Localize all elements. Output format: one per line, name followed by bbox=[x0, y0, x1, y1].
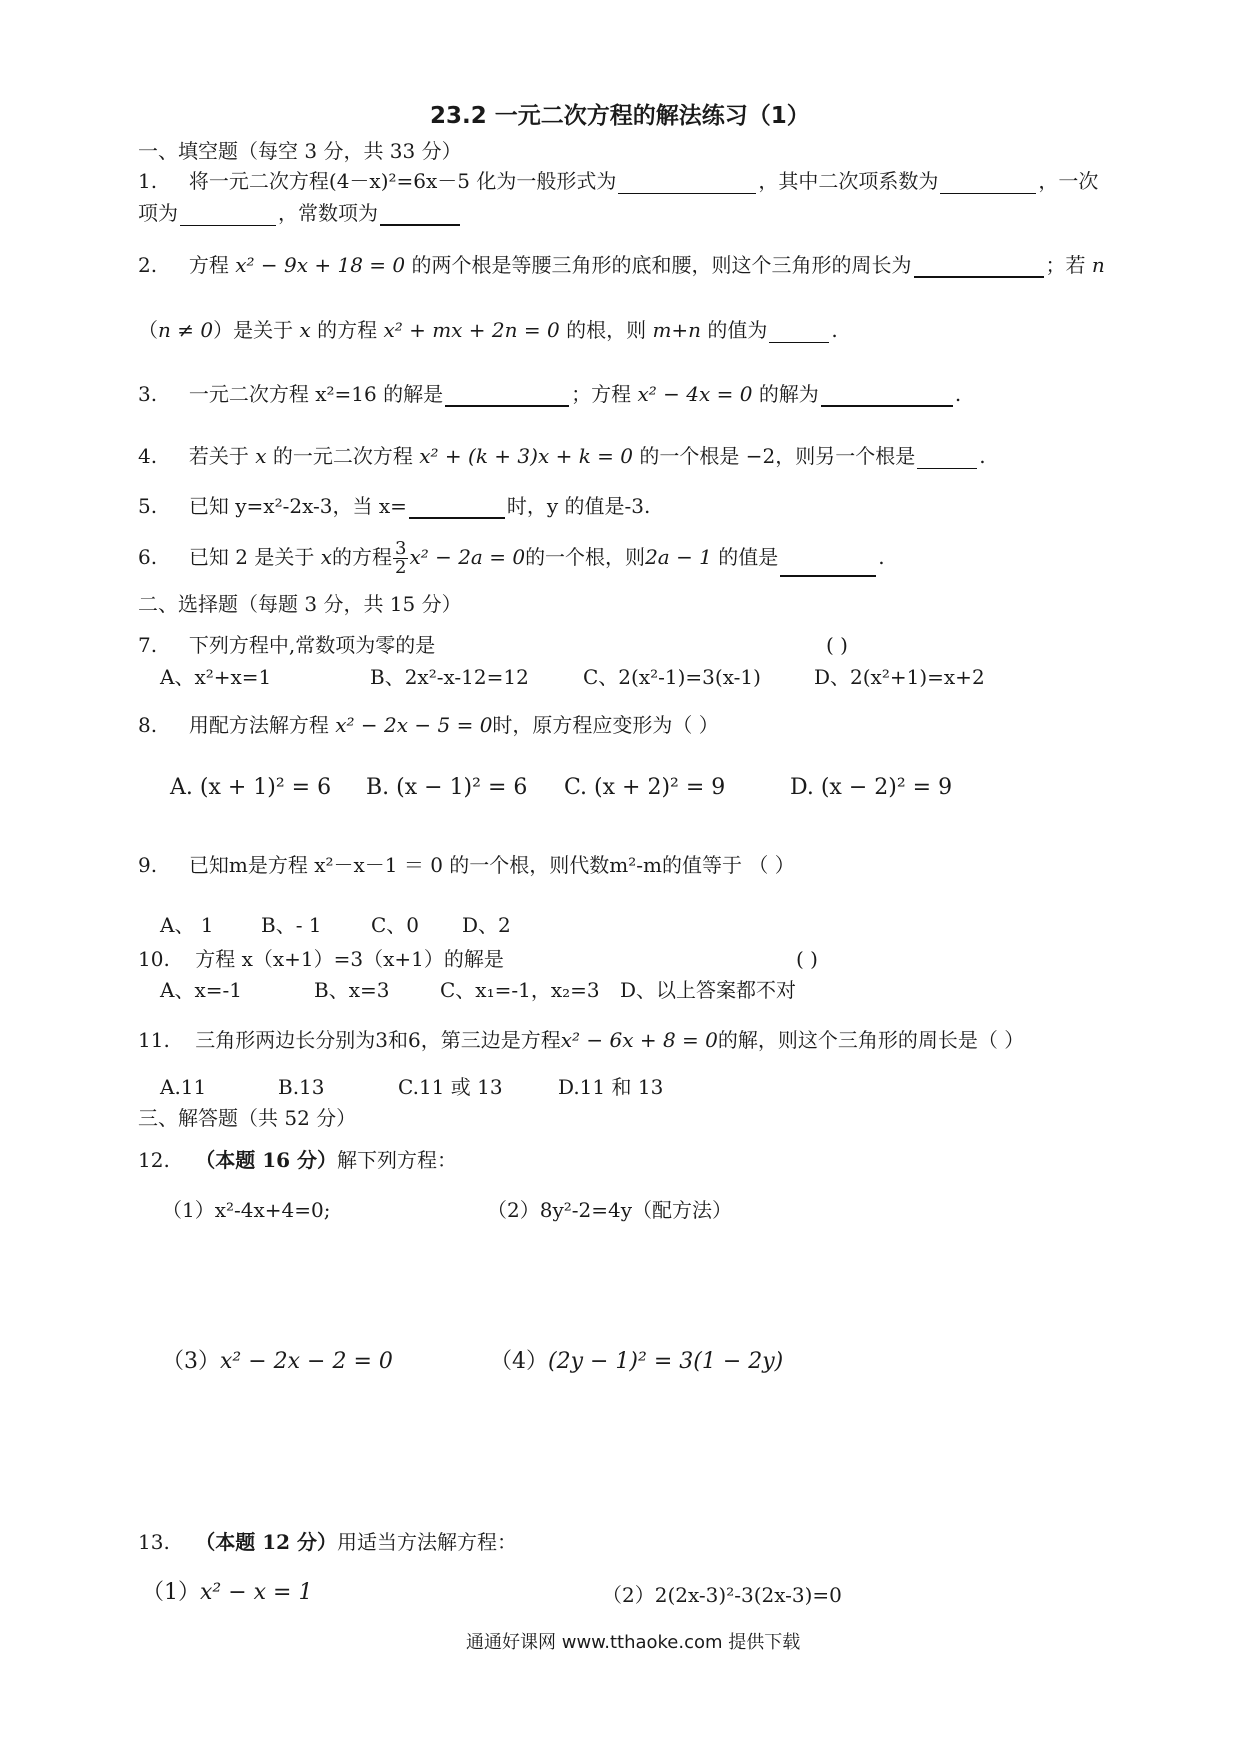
option-b[interactable]: B. (x − 1)² = 6 bbox=[366, 775, 528, 800]
question-number: 11. bbox=[138, 1028, 170, 1052]
equation: x² + (k + 3)x + k = 0 bbox=[419, 444, 634, 468]
section-fill-in: 一、填空题（每空 3 分，共 33 分） bbox=[138, 139, 462, 163]
answer-blank[interactable] bbox=[917, 448, 977, 469]
subquestion-12-4: （4）(2y − 1)² = 3(1 − 2y) bbox=[490, 1349, 784, 1374]
option-c[interactable]: C. (x + 2)² = 9 bbox=[564, 775, 726, 800]
question-number: 2. bbox=[138, 253, 158, 277]
equation: x² − 4x = 0 bbox=[637, 382, 753, 406]
option-c[interactable]: C、2(x²-1)=3(x-1) bbox=[583, 665, 761, 689]
equation: x² − 2x − 2 = 0 bbox=[220, 1349, 393, 1374]
question-9: 9. 已知m是方程 x²－x－1 ＝ 0 的一个根，则代数m²-m的值等于 （ ） bbox=[138, 853, 795, 877]
answer-blank[interactable] bbox=[409, 497, 505, 519]
option-a[interactable]: A. (x + 1)² = 6 bbox=[170, 775, 332, 800]
equation: x² − 2a = 0 bbox=[409, 545, 526, 569]
question-1-line-1: 1. 将一元二次方程(4－x)²=6x－5 化为一般形式为 ，其中二次项系数为 ，一次 bbox=[138, 169, 1099, 193]
answer-blank[interactable] bbox=[445, 385, 569, 407]
answer-blank[interactable] bbox=[769, 322, 829, 343]
option-d[interactable]: D、2 bbox=[462, 913, 511, 937]
subquestion-12-3: （3）x² − 2x − 2 = 0 bbox=[162, 1349, 393, 1374]
option-a[interactable]: A.11 bbox=[160, 1075, 207, 1099]
answer-paren[interactable]: ( ) bbox=[796, 947, 818, 971]
question-4: 4. 若关于 x 的一元二次方程 x² + (k + 3)x + k = 0 的一个根是 −2，则另一个根是 . bbox=[138, 444, 986, 468]
equation: x² + mx + 2n = 0 bbox=[383, 318, 560, 342]
equation: x² − 9x + 18 = 0 bbox=[235, 253, 406, 277]
option-a[interactable]: A、x²+x=1 bbox=[160, 665, 272, 689]
option-b[interactable]: B、x=3 bbox=[314, 978, 390, 1002]
page-title: 23.2 一元二次方程的解法练习（1） bbox=[430, 103, 810, 129]
option-b[interactable]: B.13 bbox=[278, 1075, 325, 1099]
points-label: （本题 12 分） bbox=[195, 1530, 338, 1554]
option-d[interactable]: D、2(x²+1)=x+2 bbox=[814, 665, 985, 689]
answer-blank[interactable] bbox=[618, 173, 756, 194]
answer-blank[interactable] bbox=[940, 173, 1036, 194]
option-d[interactable]: D. (x − 2)² = 9 bbox=[790, 775, 953, 800]
subquestion-13-1: （1）x² − x = 1 bbox=[142, 1580, 313, 1605]
option-c[interactable]: C、0 bbox=[371, 913, 420, 937]
question-2-line-2: （n ≠ 0）是关于 x 的方程 x² + mx + 2n = 0 的根，则 m+n 的值为 . bbox=[138, 318, 838, 342]
equation: (2y − 1)² = 3(1 − 2y) bbox=[548, 1349, 784, 1374]
question-number: 10. bbox=[138, 947, 170, 971]
question-number: 1. bbox=[138, 169, 158, 193]
question-3: 3. 一元二次方程 x²=16 的解是 ；方程 x² − 4x = 0 的解为 . bbox=[138, 382, 962, 406]
question-number: 9. bbox=[138, 853, 158, 877]
question-number: 12. bbox=[138, 1148, 170, 1172]
question-6: 6. 已知 2 是关于 x的方程 $\frac{3}{2}$ x² − 2a = 0的一个根，则2a − 1 的值是 . bbox=[138, 538, 885, 578]
question-number: 3. bbox=[138, 382, 158, 406]
question-2-line-1: 2. 方程 x² − 9x + 18 = 0 的两个根是等腰三角形的底和腰，则这个三角形的周长为 ；若 n bbox=[138, 253, 1105, 277]
option-a[interactable]: A、x=-1 bbox=[160, 978, 242, 1002]
footer-credit: 通通好课网 www.tthaoke.com 提供下载 bbox=[466, 1632, 801, 1653]
answer-paren[interactable]: ( ) bbox=[826, 633, 848, 657]
fraction: $\frac{3}{2}$ bbox=[394, 538, 407, 578]
subquestion-12-1: （1）x²-4x+4=0; bbox=[162, 1198, 331, 1222]
section-multiple-choice: 二、选择题（每题 3 分，共 15 分） bbox=[138, 592, 462, 616]
question-1-line-2: 项为 ，常数项为 bbox=[138, 200, 462, 226]
question-7: 7. 下列方程中,常数项为零的是 bbox=[138, 633, 436, 657]
subquestion-12-2: （2）8y²-2=4y（配方法） bbox=[487, 1198, 733, 1222]
equation: x² − 2x − 5 = 0 bbox=[335, 713, 493, 737]
option-d[interactable]: D、以上答案都不对 bbox=[620, 978, 797, 1002]
question-5: 5. 已知 y=x²-2x-3，当 x= 时，y 的值是-3. bbox=[138, 494, 651, 518]
option-c[interactable]: C、x₁=-1，x₂=3 bbox=[440, 978, 600, 1002]
answer-blank[interactable] bbox=[914, 256, 1044, 278]
answer-blank[interactable] bbox=[180, 205, 276, 226]
option-b[interactable]: B、2x²-x-12=12 bbox=[370, 665, 529, 689]
option-d[interactable]: D.11 和 13 bbox=[558, 1075, 664, 1099]
question-12: 12. （本题 16 分）解下列方程： bbox=[138, 1148, 458, 1172]
equation: x² − x = 1 bbox=[200, 1580, 313, 1605]
section-solutions: 三、解答题（共 52 分） bbox=[138, 1106, 357, 1130]
question-8: 8. 用配方法解方程 x² − 2x − 5 = 0时，原方程应变形为（ ） bbox=[138, 713, 719, 737]
question-number: 8. bbox=[138, 713, 158, 737]
question-10: 10. 方程 x（x+1）=3（x+1）的解是 bbox=[138, 947, 504, 971]
question-number: 13. bbox=[138, 1530, 170, 1554]
points-label: （本题 16 分） bbox=[195, 1148, 338, 1172]
question-11: 11. 三角形两边长分别为3和6，第三边是方程x² − 6x + 8 = 0的解，则这个三角形的周长是（ ） bbox=[138, 1028, 1025, 1052]
question-number: 4. bbox=[138, 444, 158, 468]
question-number: 5. bbox=[138, 494, 158, 518]
question-13: 13. （本题 12 分）用适当方法解方程： bbox=[138, 1530, 518, 1554]
option-c[interactable]: C.11 或 13 bbox=[398, 1075, 503, 1099]
option-a[interactable]: A、 1 bbox=[160, 913, 214, 937]
question-number: 7. bbox=[138, 633, 158, 657]
answer-blank[interactable] bbox=[821, 385, 953, 407]
question-number: 6. bbox=[138, 545, 158, 569]
option-b[interactable]: B、- 1 bbox=[261, 913, 322, 937]
answer-blank[interactable] bbox=[380, 204, 460, 226]
subquestion-13-2: （2）2(2x-3)²-3(2x-3)=0 bbox=[602, 1583, 842, 1607]
equation: (4－x)²=6x－5 bbox=[328, 169, 471, 193]
equation: x² − 6x + 8 = 0 bbox=[560, 1028, 718, 1052]
answer-blank[interactable] bbox=[780, 555, 876, 577]
